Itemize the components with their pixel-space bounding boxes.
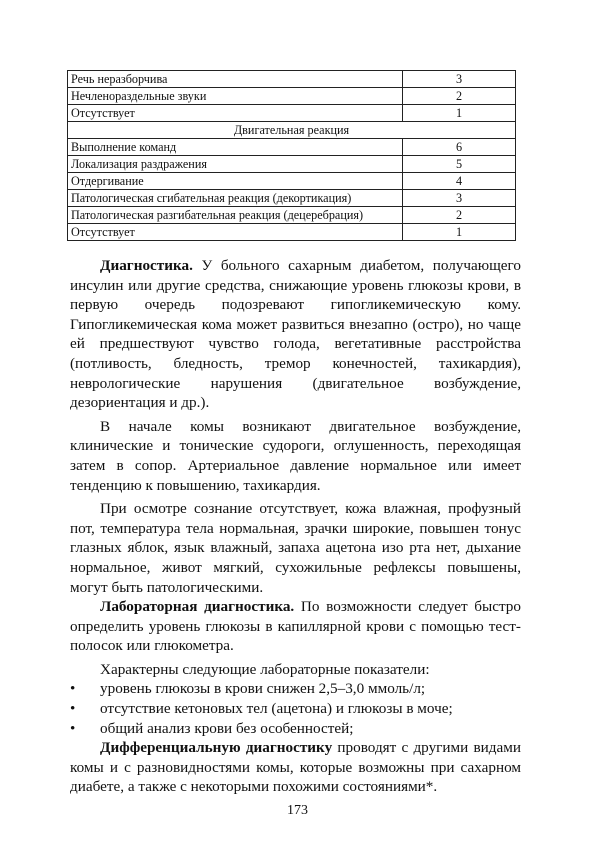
table-cell-score: 1: [403, 105, 516, 122]
table-row: [68, 224, 516, 241]
table-row: [68, 207, 516, 224]
table-cell-score: 4: [403, 173, 516, 190]
table-cell-label: Локализация раздражения: [68, 156, 403, 173]
paragraph-text: У больного сахарным диабетом, получающего инсулин или другие средства, снижающие уровень глюкозы крови, в первую очередь подозревают гипогликемическую кому. Гипогликемическая кома может развиться внезапно (остро), но чаще ей предшествуют чувство голода, вегетативные расстройства (потливость, бледность, тремор конечностей, тахикардия), неврологические нарушения (двигательное возбуждение, дезориентация и др.).: [70, 257, 521, 412]
heading-diagnostics: Диагностика.: [100, 257, 193, 274]
list-item-text: общий анализ крови без особенностей;: [100, 719, 354, 737]
heading-differential: Дифференциальную диагностику: [100, 739, 333, 757]
table-row: [68, 71, 516, 88]
paragraph-examination: При осмотре сознание отсутствует, кожа влажная, профузный пот, температура тела нормальная, зрачки широкие, повышен тонус глазных яблок, язык влажный, запаха ацетона изо рта нет, дыхание нормальное, живот мягкий, сухожильные рефлексы повышены, могут быть патологическими.: [70, 500, 521, 596]
table-cell-score: 1: [403, 224, 516, 241]
bullet-icon: •: [70, 680, 76, 698]
page-number: 173: [287, 803, 308, 818]
list-item-text: уровень глюкозы в крови снижен 2,5–3,0 ммоль/л;: [100, 680, 426, 698]
body-text: [70, 256, 521, 797]
table-cell-label: Отдергивание: [68, 173, 403, 190]
paragraph-coma-onset: В начале комы возникают двигательное возбуждение, клинические и тонические судороги, оглушенность, переходящая затем в сопор. Артериальное давление нормальное или имеет тенденцию к повышению, тахикардия.: [70, 417, 521, 494]
table-cell-score: 2: [403, 207, 516, 224]
table-row: [68, 88, 516, 105]
table-cell-score: 6: [403, 139, 516, 156]
list-item: [70, 679, 521, 699]
table-cell-score: 2: [403, 88, 516, 105]
table-cell-label: Отсутствует: [68, 224, 403, 241]
table-cell-label: Нечленораздельные звуки: [68, 88, 403, 105]
table-cell-label: Выполнение команд: [68, 139, 403, 156]
paragraph-lab-intro: Характерны следующие лабораторные показатели:: [100, 660, 430, 678]
lab-indicators-list: [70, 679, 521, 738]
paragraph-text: По возможности следует быстро определить уровень глюкозы в капиллярной крови с помощью тест-полосок или глюкометра.: [70, 598, 521, 655]
glasgow-scale-table: [67, 70, 516, 241]
table-row: [68, 173, 516, 190]
table-cell-score: 5: [403, 156, 516, 173]
table-cell-label: Патологическая разгибательная реакция (децеребрация): [68, 207, 403, 224]
paragraph-text: проводят с другими видами комы и с разновидностями комы, которые возможны при сахарном диабете, а также с некоторыми похожими состояниями*.: [70, 739, 521, 796]
list-item-text: отсутствие кетоновых тел (ацетона) и глюкозы в моче;: [100, 700, 453, 718]
heading-lab-diagnostics: Лабораторная диагностика.: [100, 598, 295, 616]
paragraph-diagnostics: [70, 256, 521, 413]
paragraph-differential: [70, 738, 521, 797]
list-item: [70, 719, 521, 739]
list-item: [70, 699, 521, 719]
bullet-icon: •: [70, 700, 76, 718]
table-row: [68, 105, 516, 122]
table-row: [68, 139, 516, 156]
bullet-icon: •: [70, 719, 76, 737]
table-section-row: [68, 122, 516, 139]
table-cell-score: 3: [403, 71, 516, 88]
table-row: [68, 190, 516, 207]
table-cell-score: 3: [403, 190, 516, 207]
table-section-heading: Двигательная реакция: [68, 122, 516, 139]
table-cell-label: Отсутствует: [68, 105, 403, 122]
table-cell-label: Речь неразборчива: [68, 71, 403, 88]
paragraph-lab-diagnostics: [70, 597, 521, 656]
table-cell-label: Патологическая сгибательная реакция (декортикация): [68, 190, 403, 207]
table-row: [68, 156, 516, 173]
